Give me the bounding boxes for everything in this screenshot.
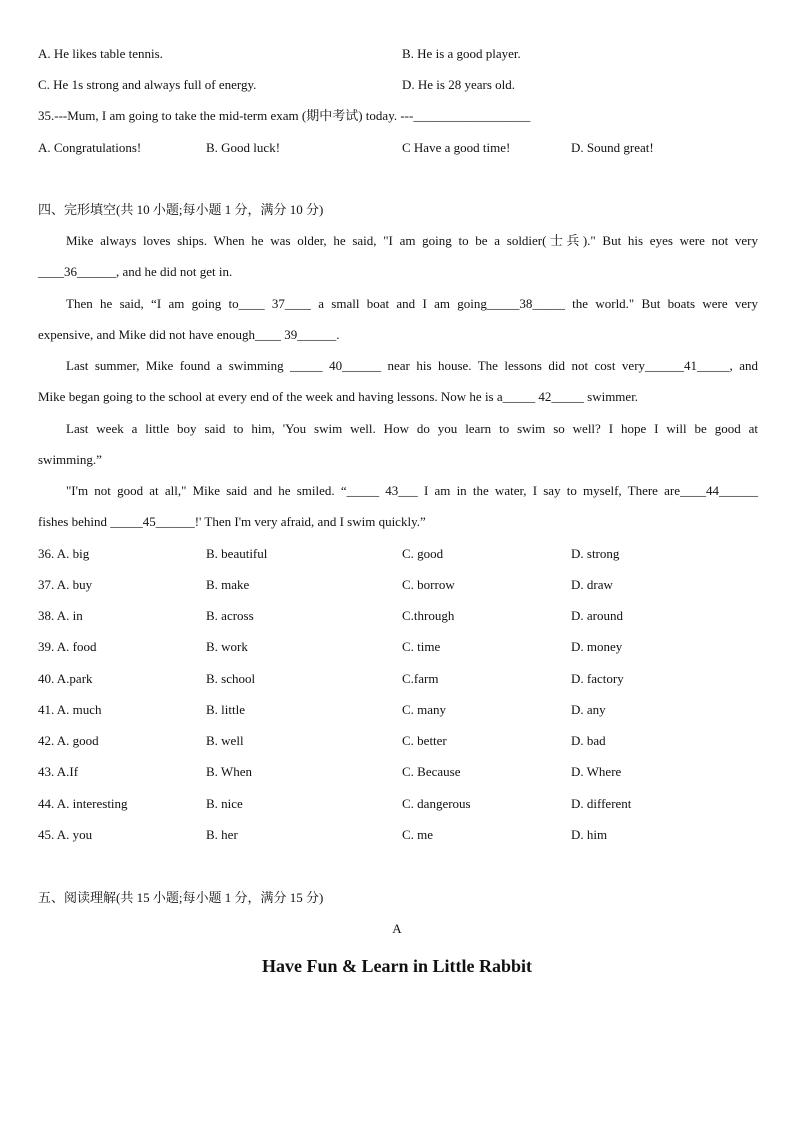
option-40-a: 40. A.park — [38, 671, 93, 686]
option-43-a: 43. A.If — [38, 764, 79, 779]
option-39-a: 39. A. food — [38, 639, 97, 654]
option-38-c: C.through — [402, 608, 455, 623]
cloze-paragraph-5-line-1: "I'm not good at all," Mike said and he smiled. “_____ 43___ I am in the water, I say to myself, There are____44______ — [66, 483, 758, 498]
option-42-b: B. well — [206, 733, 244, 748]
cloze-paragraph-5-line-2: fishes behind _____45______!' Then I'm very afraid, and I swim quickly.” — [38, 514, 426, 529]
q34-option-a: A. He likes table tennis. — [38, 46, 163, 61]
cloze-paragraph-1-line-2: ____36______, and he did not get in. — [38, 264, 233, 279]
option-39-b: B. work — [206, 639, 248, 654]
option-41-d: D. any — [571, 702, 606, 717]
q34-option-c: C. He 1s strong and always full of energy. — [38, 77, 257, 92]
option-45-a: 45. A. you — [38, 827, 93, 842]
option-37-a: 37. A. buy — [38, 577, 93, 592]
option-36-d: D. strong — [571, 546, 620, 561]
option-38-d: D. around — [571, 608, 623, 623]
option-37-b: B. make — [206, 577, 250, 592]
option-41-b: B. little — [206, 702, 245, 717]
option-45-d: D. him — [571, 827, 608, 842]
q34-option-b: B. He is a good player. — [402, 46, 521, 61]
cloze-paragraph-4-line-1: Last week a little boy said to him, 'You swim well. How do you learn to swim so well? I hope I will be good at — [66, 421, 758, 436]
cloze-paragraph-2-line-1: Then he said, “I am going to____ 37____ a small boat and I am going_____38_____ the world." But boats were very — [66, 296, 758, 311]
cloze-paragraph-3-line-1: Last summer, Mike found a swimming _____ 40______ near his house. The lessons did not cost very______41_____, and — [66, 358, 758, 373]
option-43-c: C. Because — [402, 764, 461, 779]
option-42-a: 42. A. good — [38, 733, 99, 748]
option-45-c: C. me — [402, 827, 434, 842]
cloze-paragraph-3-line-2: Mike began going to the school at every end of the week and having lessons. Now he is a_____ 42_____ swimmer. — [38, 389, 639, 404]
option-41-a: 41. A. much — [38, 702, 102, 717]
option-38-a: 38. A. in — [38, 608, 83, 623]
option-43-d: D. Where — [571, 764, 622, 779]
q35-option-c: C Have a good time! — [402, 140, 511, 155]
option-36-a: 36. A. big — [38, 546, 90, 561]
q35-option-a: A. Congratulations! — [38, 140, 142, 155]
option-43-b: B. When — [206, 764, 252, 779]
option-37-c: C. borrow — [402, 577, 455, 592]
passage-title: Have Fun & Learn in Little Rabbit — [261, 956, 532, 976]
option-44-d: D. different — [571, 796, 632, 811]
section4-heading: 四、完形填空(共 10 小题;每小题 1 分，满分 10 分) — [38, 202, 324, 217]
option-39-d: D. money — [571, 639, 623, 654]
q35-option-d: D. Sound great! — [571, 140, 654, 155]
option-38-b: B. across — [206, 608, 254, 623]
option-40-c: C.farm — [402, 671, 439, 686]
option-44-b: B. nice — [206, 796, 243, 811]
option-45-b: B. her — [206, 827, 238, 842]
cloze-paragraph-1-line-1: Mike always loves ships. When he was older, he said, "I am going to be a soldier(士兵)." But his eyes were not very — [66, 233, 758, 248]
option-40-d: D. factory — [571, 671, 624, 686]
option-37-d: D. draw — [571, 577, 613, 592]
section5-heading: 五、阅读理解(共 15 小题;每小题 1 分，满分 15 分) — [38, 890, 324, 905]
q35-option-b: B. Good luck! — [206, 140, 281, 155]
option-44-c: C. dangerous — [402, 796, 471, 811]
passage-label: A — [392, 921, 402, 936]
q34-option-d: D. He is 28 years old. — [402, 77, 516, 92]
cloze-paragraph-2-line-2: expensive, and Mike did not have enough____ 39______. — [38, 327, 340, 342]
option-36-c: C. good — [402, 546, 444, 561]
option-39-c: C. time — [402, 639, 441, 654]
option-40-b: B. school — [206, 671, 256, 686]
cloze-paragraph-4-line-2: swimming.” — [38, 452, 102, 467]
option-42-d: D. bad — [571, 733, 606, 748]
option-44-a: 44. A. interesting — [38, 796, 128, 811]
q35-question: 35.---Mum, I am going to take the mid-term exam (期中考试) today. ---__________________ — [38, 108, 531, 123]
option-41-c: C. many — [402, 702, 447, 717]
option-36-b: B. beautiful — [206, 546, 268, 561]
option-42-c: C. better — [402, 733, 447, 748]
